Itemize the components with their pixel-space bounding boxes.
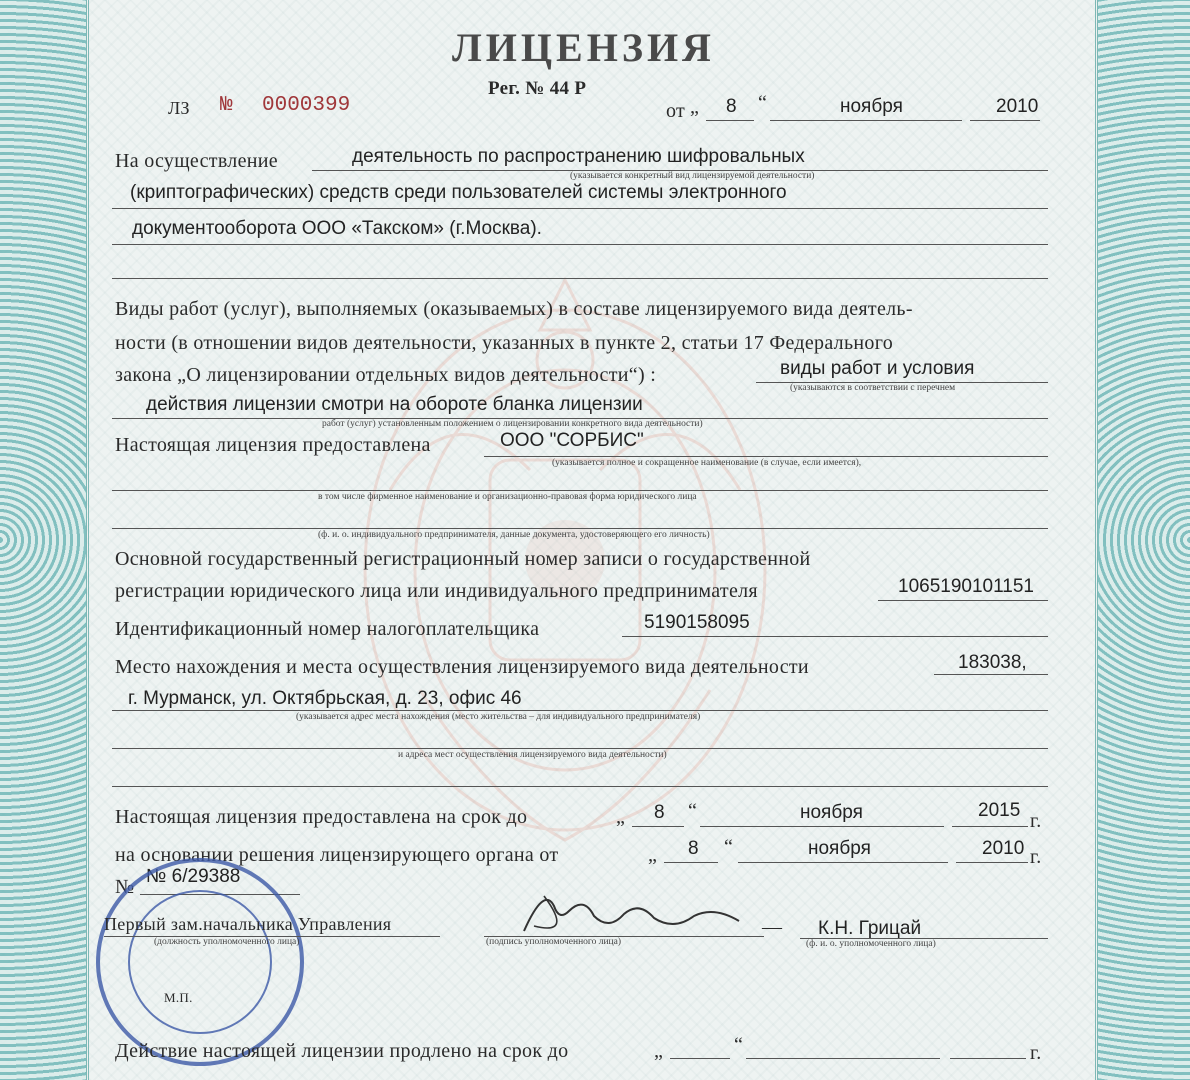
location-line-3 bbox=[112, 748, 1048, 749]
activity-line-4 bbox=[112, 278, 1048, 279]
ogrn-text-1: Основной государственный регистрационный номер записи о государственной bbox=[115, 548, 811, 570]
works-value-2: действия лицензии смотри на обороте бланка лицензии bbox=[146, 394, 643, 415]
location-hint-1: (указывается адрес места нахождения (место жительства – для индивидуального предпринимателя) bbox=[296, 712, 701, 722]
term-month: ноября bbox=[800, 802, 863, 823]
month-line bbox=[770, 120, 962, 121]
signer-dash: — bbox=[762, 916, 783, 938]
activity-label: На осуществление bbox=[115, 150, 278, 172]
day-line bbox=[706, 120, 754, 121]
basis-month: ноября bbox=[808, 838, 871, 859]
ext-year-line bbox=[950, 1058, 1026, 1059]
activity-line-2 bbox=[112, 208, 1048, 209]
licensee-label: Настоящая лицензия предоставлена bbox=[115, 434, 431, 456]
series-prefix: ЛЗ bbox=[168, 98, 190, 118]
basis-year-line bbox=[956, 862, 1028, 863]
date-quote-close: “ bbox=[758, 92, 768, 114]
works-text-2: ности (в отношении видов деятельности, указанных в пункте 2, статьи 17 Федерального bbox=[115, 332, 893, 354]
activity-hint: (указывается конкретный вид лицензируемой деятельности) bbox=[570, 171, 815, 181]
activity-value-3: документооборота ООО «Такском» (г.Москва). bbox=[132, 218, 542, 239]
location-line-2 bbox=[112, 710, 1048, 711]
extension-quote-close: “ bbox=[734, 1034, 744, 1056]
location-line-4 bbox=[112, 786, 1048, 787]
reg-number: Рег. № 44 Р bbox=[488, 78, 587, 99]
year-line bbox=[970, 120, 1040, 121]
basis-no-label: № bbox=[115, 876, 135, 898]
basis-day-line bbox=[664, 862, 718, 863]
works-hint-2: работ (услуг) установленным положением о лицензировании конкретного вида деятельности) bbox=[322, 419, 703, 429]
basis-label: на основании решения лицензирующего органа от bbox=[115, 844, 559, 866]
basis-day: 8 bbox=[688, 838, 699, 859]
extension-label: Действие настоящей лицензии продлено на срок до bbox=[115, 1040, 569, 1062]
licensee-hint-2: в том числе фирменное наименование и организационно-правовая форма юридического лица bbox=[318, 492, 697, 502]
licensee-line-3 bbox=[112, 528, 1048, 529]
location-hint-2: и адреса мест осуществления лицензируемого вида деятельности) bbox=[398, 750, 667, 760]
issue-day: 8 bbox=[726, 96, 737, 117]
works-text-3: закона „О лицензировании отдельных видов деятельности“) : bbox=[115, 364, 657, 386]
basis-suffix: г. bbox=[1030, 846, 1042, 868]
ogrn-text-2: регистрации юридического лица или индивидуального предпринимателя bbox=[115, 580, 758, 602]
activity-value-2: (криптографических) средств среди пользователей системы электронного bbox=[130, 182, 787, 203]
inn-label: Идентификационный номер налогоплательщика bbox=[115, 618, 540, 640]
licensee-line-2 bbox=[112, 490, 1048, 491]
works-hint-1: (указываются в соответствии с перечнем bbox=[790, 383, 956, 393]
term-day: 8 bbox=[654, 802, 665, 823]
activity-value-1: деятельность по распространению шифровальных bbox=[352, 146, 805, 167]
license-number: 0000399 bbox=[262, 94, 351, 117]
term-suffix: г. bbox=[1030, 810, 1042, 832]
inn-value: 5190158095 bbox=[644, 612, 750, 633]
basis-year: 2010 bbox=[982, 838, 1025, 859]
signer-name: К.Н. Грицай bbox=[818, 918, 922, 939]
term-label: Настоящая лицензия предоставлена на срок до bbox=[115, 806, 528, 828]
location-line-1 bbox=[934, 674, 1048, 675]
issue-month: ноября bbox=[840, 96, 903, 117]
ogrn-value: 1065190101151 bbox=[898, 576, 1034, 597]
activity-line-3 bbox=[112, 244, 1048, 245]
term-year-line bbox=[952, 826, 1028, 827]
licensee-line bbox=[484, 456, 1048, 457]
basis-no-value: № 6/29388 bbox=[146, 866, 241, 887]
inn-line bbox=[622, 636, 1048, 637]
position-hint: (должность уполномоченного лица) bbox=[154, 937, 300, 947]
works-text-1: Виды работ (услуг), выполняемых (оказываемых) в составе лицензируемого вида деятель- bbox=[115, 298, 913, 320]
location-label: Место нахождения и места осуществления лицензируемого вида деятельности bbox=[115, 656, 809, 678]
ext-month-line bbox=[746, 1058, 940, 1059]
extension-quote-open: „ bbox=[654, 1040, 664, 1062]
location-value-2: г. Мурманск, ул. Октябрьская, д. 23, офис 46 bbox=[128, 688, 522, 709]
signer-position: Первый зам.начальника Управления bbox=[104, 914, 392, 934]
date-quote-open: „ bbox=[690, 96, 700, 118]
signature-hint: (подпись уполномоченного лица) bbox=[486, 937, 622, 947]
licensee-hint-3: (ф. и. о. индивидуального предпринимателя, данные документа, удостоверяющего его личность) bbox=[318, 530, 710, 540]
number-sign: № bbox=[220, 94, 233, 117]
official-stamp-icon bbox=[96, 858, 304, 1066]
works-value-1: виды работ и условия bbox=[780, 358, 975, 379]
term-day-line bbox=[632, 826, 684, 827]
licensee-hint-1: (указывается полное и сокращенное наименование (в случае, если имеется), bbox=[552, 458, 862, 468]
term-quote-close: “ bbox=[688, 800, 698, 822]
term-year: 2015 bbox=[978, 800, 1021, 821]
issue-year: 2010 bbox=[996, 96, 1039, 117]
ogrn-line bbox=[878, 600, 1048, 601]
licensee-value: ООО "СОРБИС" bbox=[500, 430, 644, 451]
basis-quote-close: “ bbox=[724, 836, 734, 858]
basis-month-line bbox=[738, 862, 948, 863]
ornamental-border-right bbox=[1098, 0, 1190, 1080]
stamp-place-label: М.П. bbox=[164, 990, 193, 1005]
date-prefix: от bbox=[666, 100, 686, 122]
name-hint: (ф. и. о. уполномоченного лица) bbox=[806, 939, 936, 949]
term-quote-open: „ bbox=[616, 806, 626, 828]
ornamental-border-left bbox=[0, 0, 86, 1080]
basis-quote-open: „ bbox=[648, 844, 658, 866]
location-value-1: 183038, bbox=[958, 652, 1027, 673]
extension-suffix: г. bbox=[1030, 1042, 1042, 1064]
ext-day-line bbox=[670, 1058, 730, 1059]
term-month-line bbox=[700, 826, 944, 827]
document-title: ЛИЦЕНЗИЯ bbox=[452, 25, 715, 70]
